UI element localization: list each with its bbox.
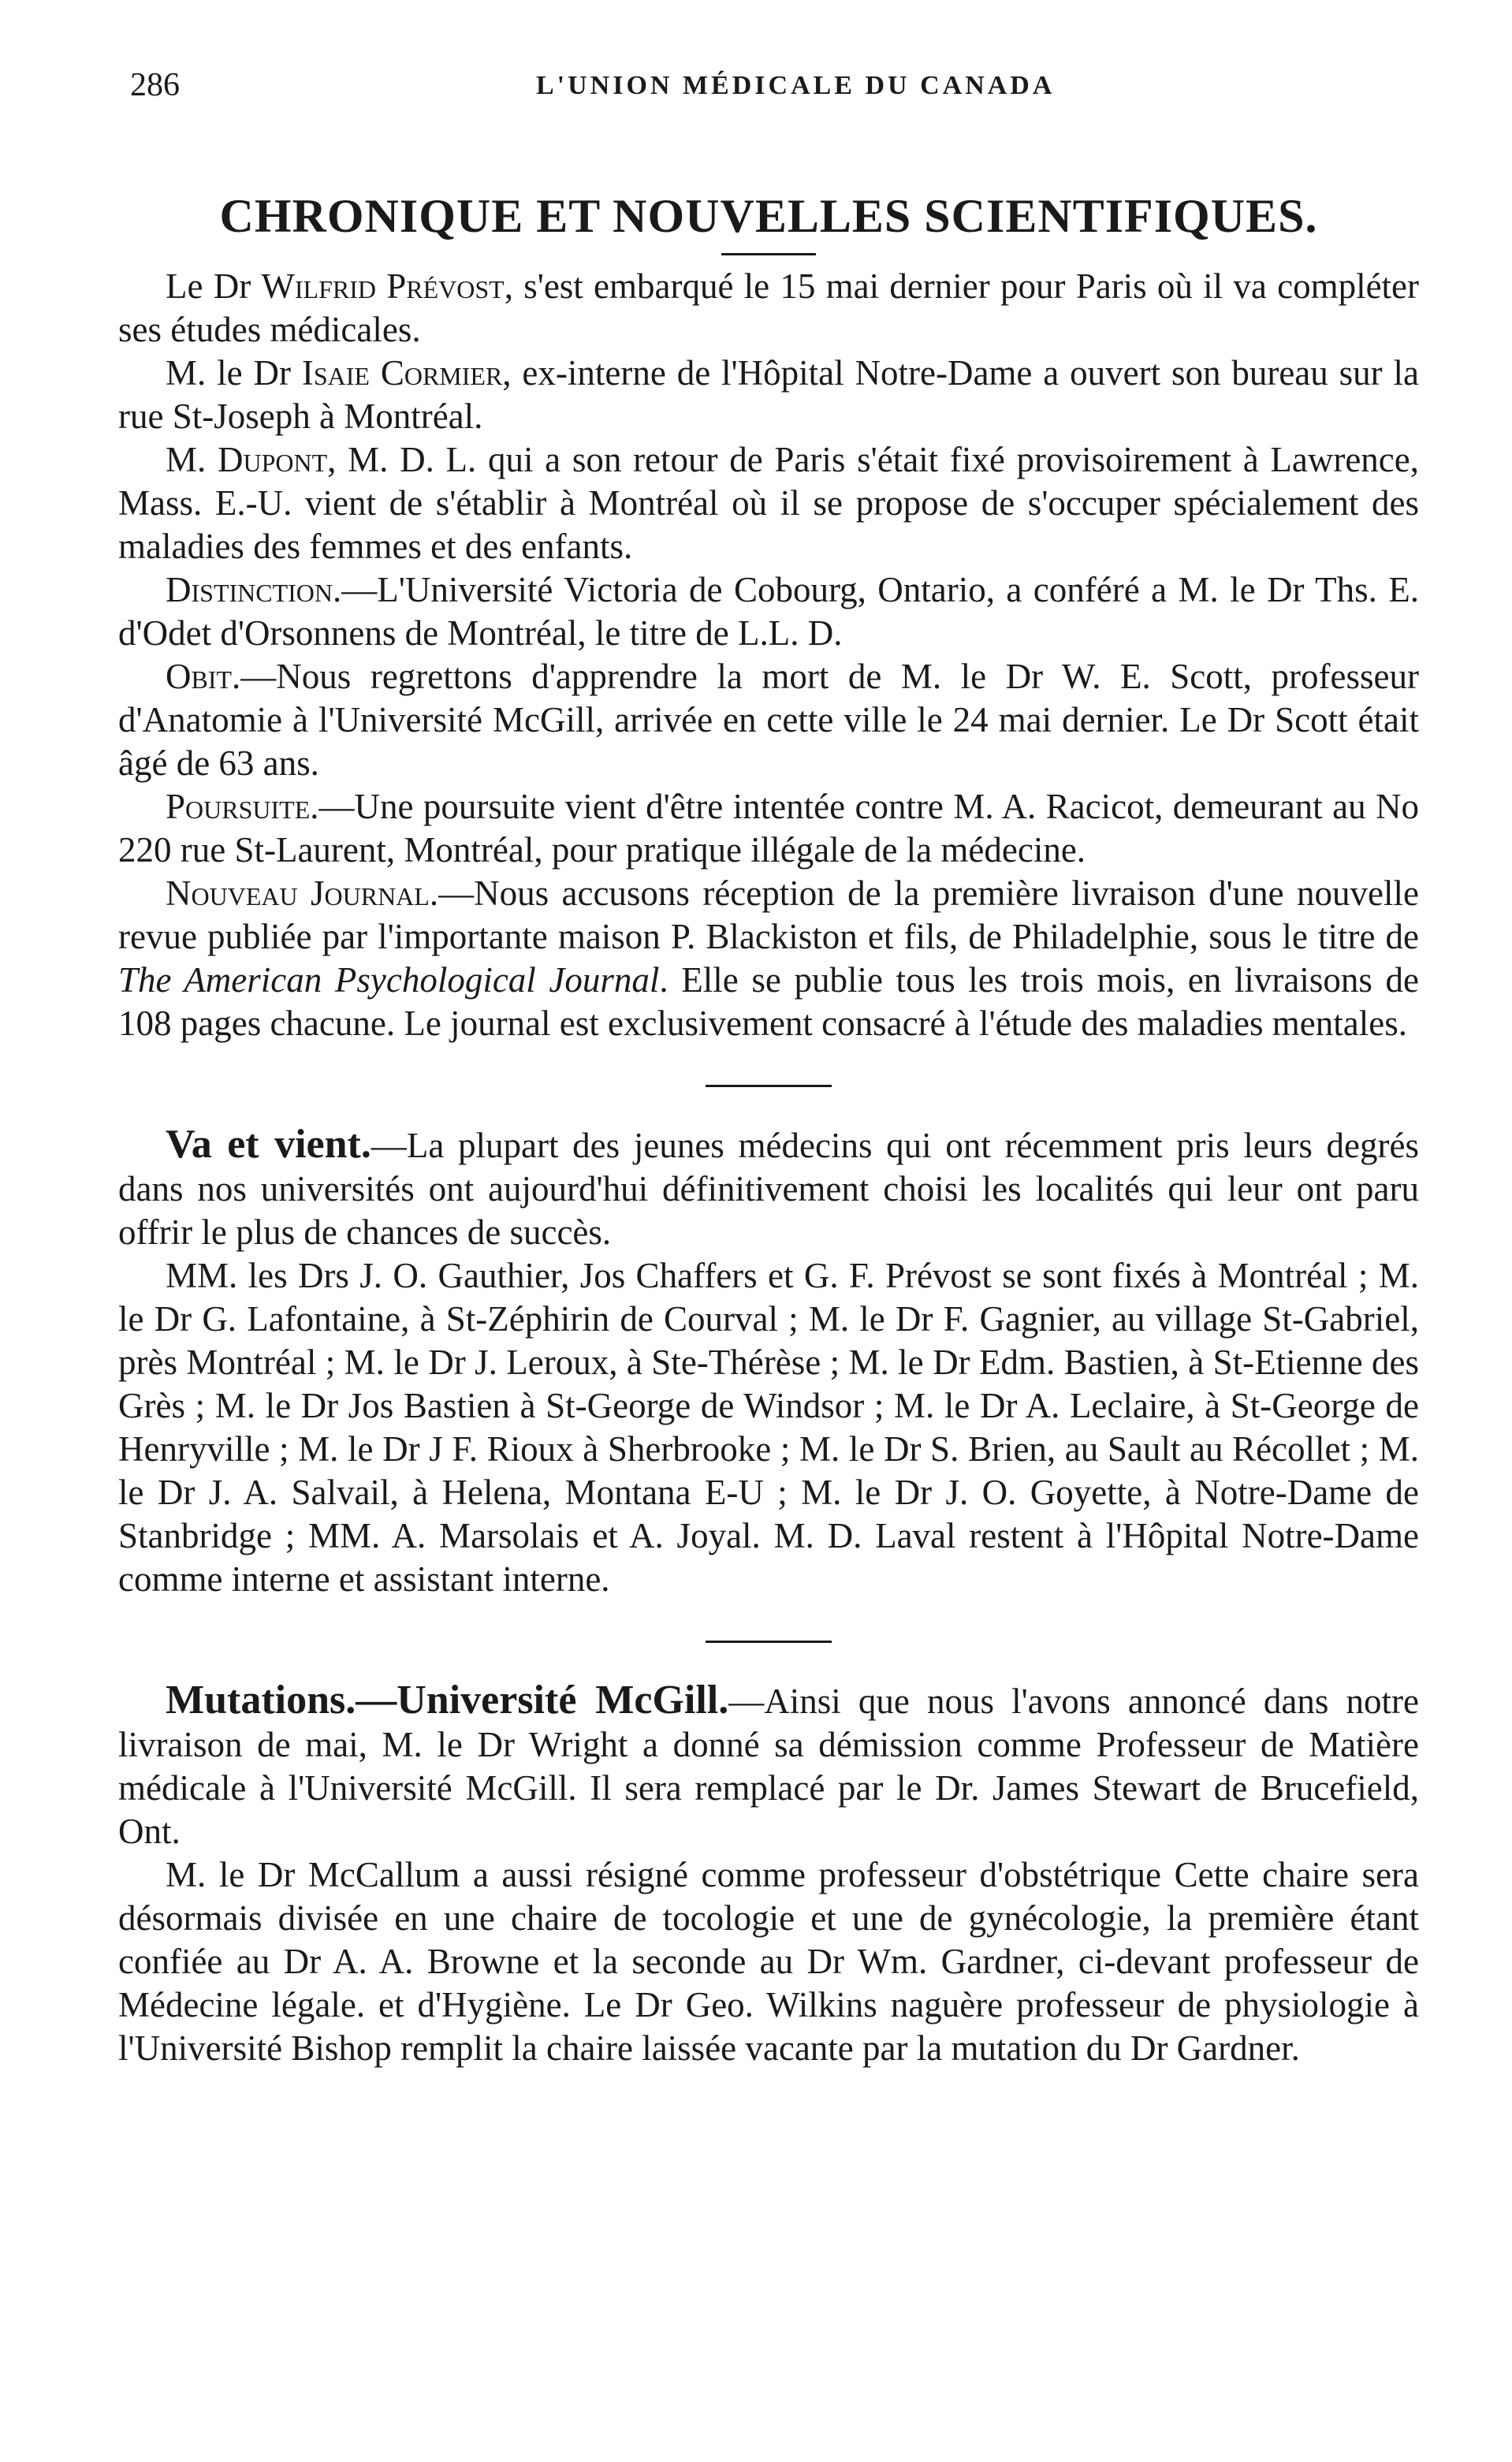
news-paragraph-cormier	[118, 352, 1419, 438]
section-divider	[706, 1641, 832, 1643]
person-name: Isaie Cormier	[301, 353, 503, 393]
journal-title: L'UNION MÉDICALE DU CANADA	[536, 71, 1056, 100]
news-paragraph-nouveau-journal	[118, 872, 1419, 1045]
section-divider	[706, 1085, 832, 1087]
va-et-vient-list-paragraph: MM. les Drs J. O. Gauthier, Jos Chaffers et G. F. Prévost se sont fixés à Montréal ; M. le Dr G. Lafontaine, à St-Zéphirin de Courval ; M. le Dr F. Gagnier, au village St-Gabriel, près Montréal ; M. le Dr J. Leroux, à Ste-Thérèse ; M. le Dr Edm. Bastien, à St-Etienne des Grès ; M. le Dr Jos Bastien à St-George de Windsor ; M. le Dr A. Leclaire, à St-George de Henryville ; M. le Dr J F. Rioux à Sherbrooke ; M. le Dr S. Brien, au Sault au Récollet ; M. le Dr J. A. Salvail, à Helena, Montana E-U ; M. le Dr J. O. Goyette, à Notre-Dame de Stanbridge ; MM. A. Marsolais et A. Joyal. M. D. Laval restent à l'Hôpital Notre-Dame comme interne et assistant interne.	[118, 1256, 1419, 1599]
page	[118, 47, 1419, 2070]
text: —Ainsi que nous l'avons annoncé dans notre livraison de mai, M. le Dr Wright a donné sa démission comme Professeur de Matière médicale à l'Université McGill. Il sera remplacé par le Dr. James Stewart de Brucefield, Ont.	[118, 1682, 1419, 1851]
mutations-paragraph-2: M. le Dr McCallum a aussi résigné comme professeur d'obstétrique Cette chaire sera désormais divisée en une chaire de tocologie et une de gynécologie, la première étant confiée au Dr A. A. Browne et la seconde au Dr Wm. Gardner, ci-devant professeur de Médecine légale. et d'Hygiène. Le Dr Geo. Wilkins naguère professeur de physiologie à l'Université Bishop remplit la chaire laissée vacante par la mutation du Dr Gardner.	[118, 1855, 1419, 2068]
title-rule	[721, 253, 816, 255]
section-heading-mutations: Mutations.—Université McGill.	[166, 1678, 729, 1723]
person-name: Wilfrid Prévost	[261, 266, 505, 306]
text: . Elle se publie tous les trois mois, en livraisons de 108 pages chacune. Le journal est exclusivement consacré à l'étude des maladies mentales.	[118, 960, 1419, 1043]
news-paragraph-poursuite	[118, 785, 1419, 872]
text: Le Dr	[166, 266, 262, 306]
text: M. le Dr	[166, 353, 302, 393]
section-title: CHRONIQUE ET NOUVELLES SCIENTIFIQUES.	[219, 190, 1318, 242]
page-number: 286	[130, 67, 180, 103]
news-paragraph-dupont	[118, 438, 1419, 568]
paragraph-lead: Distinction.	[166, 570, 342, 609]
news-paragraph-prevost	[118, 265, 1419, 352]
journal-name: The American Psychological Journal	[118, 960, 660, 1000]
text: —L'Université Victoria de Cobourg, Ontario, a conféré a M. le Dr Ths. E. d'Odet d'Orsonnens de Montréal, le titre de L.L. D.	[118, 570, 1419, 653]
text: M.	[166, 440, 218, 479]
text: , M. D. L. qui a son retour de Paris s'était fixé provisoirement à Lawrence, Mass. E.-U. vient de s'établir à Montréal où il se propose de s'occuper spécialement des maladies des femmes et des enfants.	[118, 440, 1419, 566]
text: —La plupart des jeunes médecins qui ont récemment pris leurs degrés dans nos universités ont aujourd'hui définitivement choisi les localités qui leur ont paru offrir le plus de chances de succès.	[118, 1126, 1419, 1252]
text: , s'est embarqué le 15 mai dernier pour Paris où il va compléter ses études médicales.	[118, 266, 1420, 349]
text: —Nous accusons réception de la première livraison d'une nouvelle revue publiée par l'importante maison P. Blackiston et fils, de Philadelphie, sous le titre de	[118, 873, 1420, 956]
paragraph-lead: Obit.	[166, 657, 241, 696]
section-heading-va-et-vient: Va et vient.	[166, 1122, 371, 1167]
paragraph-lead: Poursuite.	[166, 787, 319, 826]
person-name: Dupont	[217, 440, 328, 479]
text: —Nous regrettons d'apprendre la mort de M. le Dr W. E. Scott, professeur d'Anatomie à l'Université McGill, arrivée en cette ville le 24 mai dernier. Le Dr Scott était âgé de 63 ans.	[118, 657, 1419, 783]
news-paragraph-distinction	[118, 568, 1419, 655]
news-paragraph-obit	[118, 655, 1419, 785]
text: —Une poursuite vient d'être intentée contre M. A. Racicot, demeurant au No 220 rue St-Laurent, Montréal, pour pratique illégale de la médecine.	[118, 787, 1419, 870]
mutations-paragraph	[118, 1678, 1419, 1853]
running-head	[118, 47, 1419, 102]
va-et-vient-paragraph	[118, 1123, 1419, 1254]
paragraph-lead: Nouveau Journal.	[166, 873, 439, 913]
text: , ex-interne de l'Hôpital Notre-Dame a ouvert son bureau sur la rue St-Joseph à Montréal.	[118, 353, 1419, 436]
